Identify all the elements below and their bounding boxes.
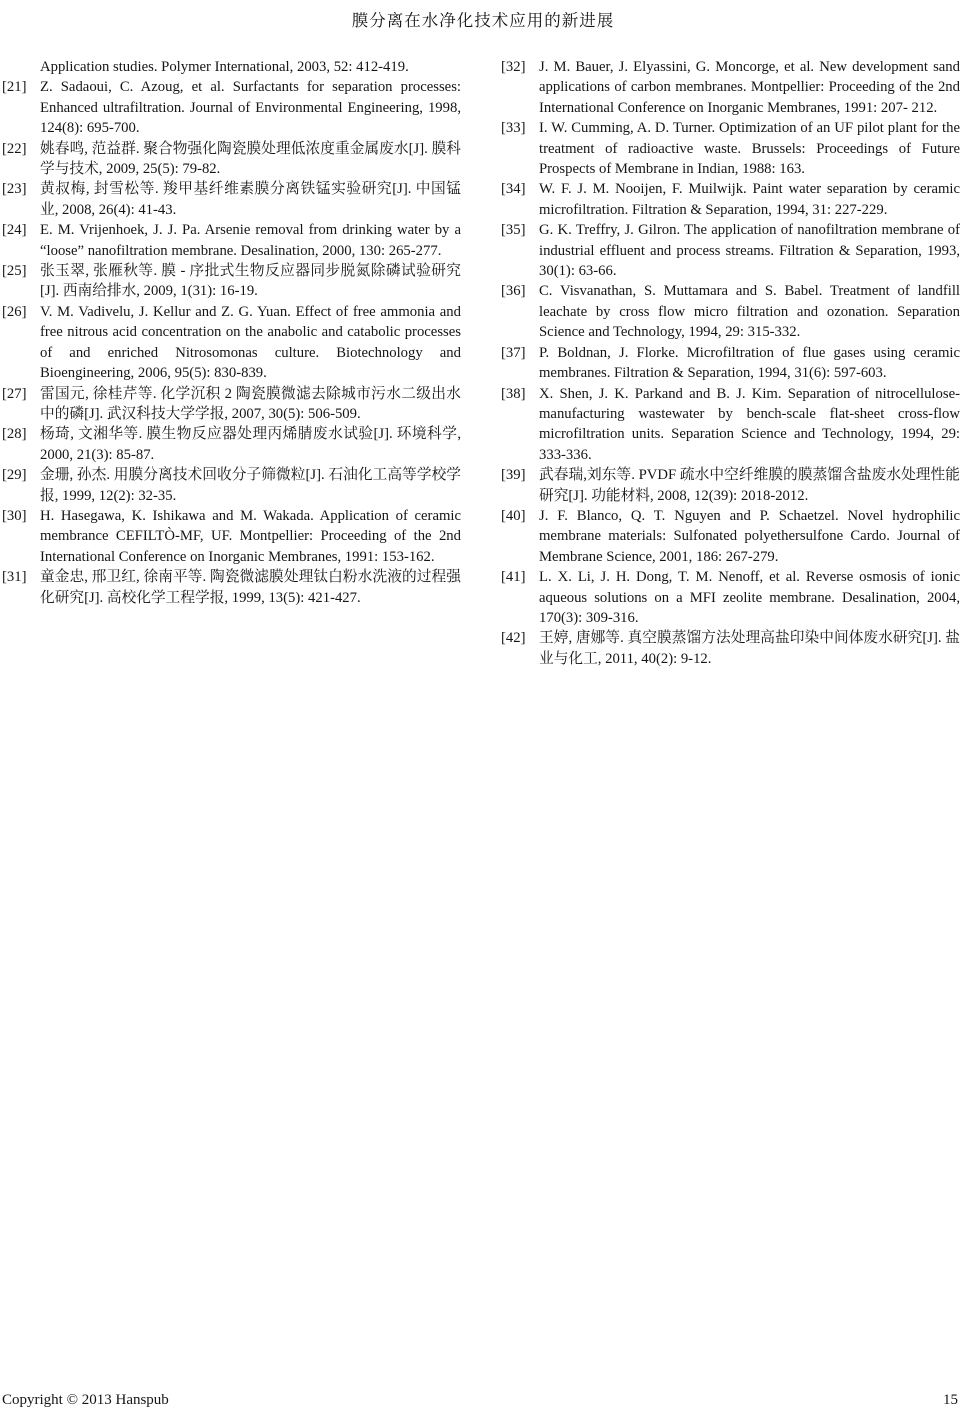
reference-label: [40] — [501, 507, 526, 524]
reference-label: [38] — [501, 385, 526, 402]
reference-item — [2, 465, 461, 506]
reference-item — [501, 57, 960, 118]
reference-text: 金珊, 孙杰. 用膜分离技术回收分子筛微粒[J]. 石油化工高等学校学报, 1999, 12(2): 32-35. — [40, 467, 461, 504]
reference-item — [2, 567, 461, 608]
reference-label: [21] — [2, 79, 27, 96]
reference-label: [27] — [2, 385, 27, 402]
reference-item — [2, 77, 461, 138]
reference-item — [2, 506, 461, 567]
reference-item — [501, 343, 960, 384]
reference-item — [501, 220, 960, 281]
reference-item — [501, 384, 960, 466]
reference-text: G. K. Treffry, J. Gilron. The application of nanofiltration membrane of industrial effluent and process streams. Filtration & Separation, 1993, 30(1): 63-66. — [539, 222, 960, 280]
reference-text: J. F. Blanco, Q. T. Nguyen and P. Schaetzel. Novel hydrophilic membrane materials: Sulfonated polyethersulfone Cardo. Journal of Membrane Science, 2001, 186: 267-279. — [539, 507, 960, 565]
reference-text: L. X. Li, J. H. Dong, T. M. Nenoff, et al. Reverse osmosis of ionic aqueous solutions on a MFI zeolite membrane. Desalination, 2004, 170(3): 309-316. — [539, 569, 960, 626]
reference-text: X. Shen, J. K. Parkand and B. J. Kim. Separation of nitrocellulose-manufacturing wastewater by bench-scale flat-sheet cross-flow microfiltration units. Separation Science and Technology, 1994, 29: 333-336. — [539, 385, 960, 463]
reference-text: 姚春鸣, 范益群. 聚合物强化陶瓷膜处理低浓度重金属废水[J]. 膜科学与技术, 2009, 25(5): 79-82. — [40, 140, 461, 178]
reference-label: [30] — [2, 507, 27, 524]
reference-text: Z. Sadaoui, C. Azoug, et al. Surfactants for separation processes: Enhanced ultrafiltration. Journal of Environmental Engineering, 1998, 124(8): 695-700. — [40, 79, 461, 137]
reference-text: V. M. Vadivelu, J. Kellur and Z. G. Yuan. Effect of free ammonia and free nitrous acid concentration on the anabolic and catabolic processes of and enriched Nitrosomonas culture. Biotechnology and Bioengineering, 2006, 95(5): 830-839. — [40, 303, 461, 382]
reference-item — [2, 424, 461, 465]
reference-text: 雷国元, 徐桂芹等. 化学沉积 2 陶瓷膜微滤去除城市污水二级出水中的磷[J]. 武汉科技大学学报, 2007, 30(5): 506-509. — [40, 385, 461, 422]
reference-item — [2, 384, 461, 425]
reference-text: 黄叔梅, 封雪松等. 羧甲基纤维素膜分离铁锰实验研究[J]. 中国锰业, 2008, 26(4): 41-43. — [40, 181, 461, 218]
reference-text: P. Boldnan, J. Florke. Microfiltration of flue gases using ceramic membranes. Filtration & Separation, 1994, 31(6): 597-603. — [539, 344, 960, 382]
reference-item — [501, 506, 960, 567]
reference-label: [34] — [501, 181, 526, 198]
reference-item — [2, 57, 461, 77]
reference-text: H. Hasegawa, K. Ishikawa and M. Wakada. Application of ceramic membrance CEFILTÒ-MF, UF. Montpellier: Proceeding of the 2nd International Conference on Inorganic Membranes, 1991: 153-162. — [40, 507, 461, 565]
reference-text: 张玉翠, 张雁秋等. 膜 - 序批式生物反应器同步脱氮除磷试验研究[J]. 西南给排水, 2009, 1(31): 16-19. — [40, 263, 461, 300]
reference-label: [32] — [501, 59, 526, 75]
reference-label: [22] — [2, 140, 27, 157]
reference-text: E. M. Vrijenhoek, J. J. Pa. Arsenie removal from drinking water by a “loose” nanofiltration membrane. Desalination, 2000, 130: 265-277. — [40, 222, 461, 259]
reference-label: [42] — [501, 630, 526, 647]
reference-item — [501, 465, 960, 506]
reference-label: [31] — [2, 569, 27, 586]
reference-label: [24] — [2, 222, 27, 239]
page-number: 15 — [943, 1392, 958, 1408]
reference-item — [501, 179, 960, 220]
page-title: 膜分离在水净化技术应用的新进展 — [351, 11, 615, 30]
reference-item — [2, 139, 461, 180]
references-column-left — [2, 57, 461, 669]
copyright-text: Copyright © 2013 Hanspub — [2, 1392, 169, 1408]
reference-item — [501, 118, 960, 179]
page-footer — [2, 1391, 958, 1409]
reference-label: [39] — [501, 467, 526, 484]
reference-label: [33] — [501, 120, 526, 137]
reference-text: Application studies. Polymer International, 2003, 52: 412-419. — [40, 59, 409, 75]
reference-label: [23] — [2, 181, 27, 198]
references-section — [0, 57, 966, 669]
reference-item — [2, 302, 461, 384]
reference-item — [501, 628, 960, 669]
references-column-right — [501, 57, 960, 669]
reference-item — [2, 261, 461, 302]
reference-item — [2, 220, 461, 261]
reference-item — [501, 567, 960, 628]
reference-text: I. W. Cumming, A. D. Turner. Optimization of an UF pilot plant for the treatment of radioactive waste. Brussels: Proceedings of Future Prospects of Membrane in Indian, 1988: 163. — [539, 120, 960, 178]
reference-label: [35] — [501, 222, 526, 239]
reference-item — [501, 281, 960, 342]
reference-text: 童金忠, 邢卫红, 徐南平等. 陶瓷微滤膜处理钛白粉水洗液的过程强化研究[J]. 高校化学工程学报, 1999, 13(5): 421-427. — [40, 569, 461, 606]
reference-label: [25] — [2, 263, 27, 280]
reference-text: C. Visvanathan, S. Muttamara and S. Babel. Treatment of landfill leachate by cross flow micro filtration and ozonation. Separation Science and Technology, 1994, 29: 315-332. — [539, 283, 960, 341]
reference-text: 杨琦, 文湘华等. 膜生物反应器处理丙烯腈废水试验[J]. 环境科学, 2000, 21(3): 85-87. — [40, 426, 461, 463]
reference-text: W. F. J. M. Nooijen, F. Muilwijk. Paint water separation by ceramic microfiltration. Filtration & Separation, 1994, 31: 227-229. — [539, 181, 960, 218]
reference-text: J. M. Bauer, J. Elyassini, G. Moncorge, et al. New development sand applications of carbon membranes. Montpellier: Proceeding of the 2nd International Conference on Inorganic Membranes, 1991: 207- 212. — [539, 59, 960, 116]
reference-label: [37] — [501, 344, 526, 361]
reference-text: 王婷, 唐娜等. 真空膜蒸馏方法处理高盐印染中间体废水研究[J]. 盐业与化工, 2011, 40(2): 9-12. — [539, 630, 960, 667]
reference-label: [28] — [2, 426, 27, 443]
reference-label: [36] — [501, 283, 526, 300]
reference-label: [41] — [501, 569, 526, 586]
reference-label: [26] — [2, 303, 27, 320]
reference-item — [2, 179, 461, 220]
page-header — [0, 0, 966, 31]
reference-text: 武春瑞,刘东等. PVDF 疏水中空纤维膜的膜蒸馏含盐废水处理性能研究[J]. 功能材料, 2008, 12(39): 2018-2012. — [539, 467, 960, 504]
reference-label: [29] — [2, 467, 27, 484]
